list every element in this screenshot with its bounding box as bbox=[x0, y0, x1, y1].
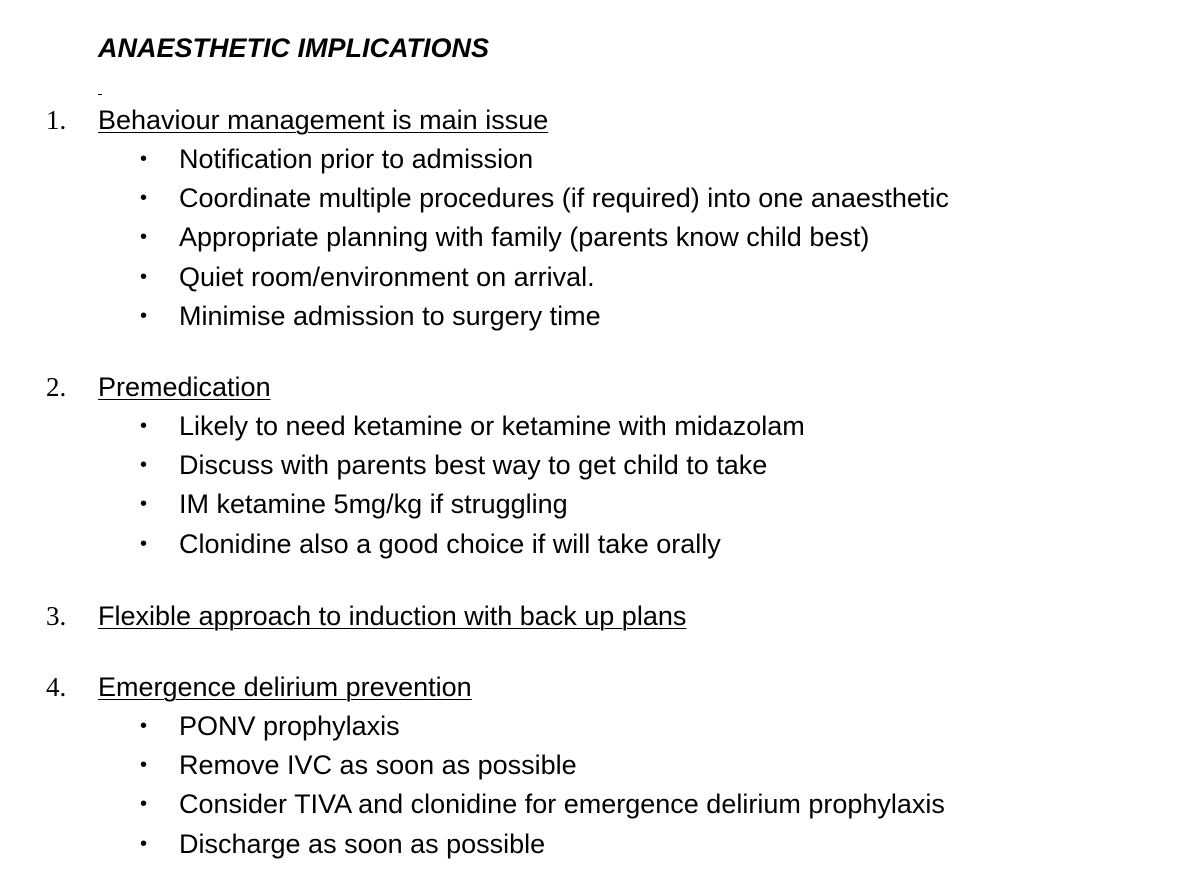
list-item bbox=[0, 826, 1188, 865]
list-item-text: IM ketamine 5mg/kg if struggling bbox=[179, 489, 568, 520]
section-number: 3. bbox=[46, 601, 67, 631]
list-item bbox=[0, 708, 1188, 747]
list-item bbox=[0, 180, 1188, 219]
list-item-text: Discharge as soon as possible bbox=[179, 828, 546, 859]
section-heading-row bbox=[0, 598, 1188, 634]
list-item-text: Discuss with parents best way to get child to take bbox=[179, 450, 768, 481]
bullet-icon: • bbox=[140, 265, 148, 288]
list-item-text: Notification prior to admission bbox=[179, 144, 534, 174]
list-item bbox=[0, 408, 1188, 447]
bullet-icon: • bbox=[140, 793, 148, 816]
section-number: 1. bbox=[46, 105, 67, 135]
list-item-text: Likely to need ketamine or ketamine with midazolam bbox=[179, 411, 805, 441]
list-item bbox=[0, 526, 1188, 565]
list-item-text: Appropriate planning with family (parents know child best) bbox=[179, 222, 870, 253]
bullet-icon: • bbox=[140, 454, 148, 477]
list-item bbox=[0, 486, 1188, 525]
bullet-icon: • bbox=[140, 415, 148, 437]
list-item-text: Remove IVC as soon as possible bbox=[179, 750, 577, 781]
section-2 bbox=[0, 369, 1188, 565]
list-item bbox=[0, 259, 1188, 298]
list-item-text: Minimise admission to surgery time bbox=[179, 300, 601, 331]
list-item bbox=[0, 219, 1188, 258]
section-4 bbox=[0, 669, 1188, 865]
section-heading: Emergence delirium prevention bbox=[98, 672, 472, 702]
bullet-list bbox=[0, 708, 1188, 865]
list-item-text: Coordinate multiple procedures (if required) into one anaesthetic bbox=[179, 183, 949, 214]
list-item bbox=[0, 298, 1188, 337]
list-item bbox=[0, 786, 1188, 825]
list-item-text: PONV prophylaxis bbox=[179, 711, 400, 741]
bullet-icon: • bbox=[140, 532, 148, 555]
bullet-icon: • bbox=[140, 493, 148, 516]
bullet-list bbox=[0, 408, 1188, 565]
stray-mark bbox=[98, 94, 102, 95]
section-heading: Flexible approach to induction with back up plans bbox=[98, 601, 687, 631]
bullet-icon: • bbox=[140, 226, 148, 249]
list-item bbox=[0, 747, 1188, 786]
section-number: 2. bbox=[46, 372, 67, 402]
section-heading-row bbox=[0, 102, 1188, 138]
list-item bbox=[0, 447, 1188, 486]
section-heading: Behaviour management is main issue bbox=[98, 105, 549, 135]
bullet-icon: • bbox=[140, 304, 148, 327]
bullet-icon: • bbox=[140, 148, 148, 170]
document-title: ANAESTHETIC IMPLICATIONS bbox=[98, 33, 489, 63]
list-item-text: Consider TIVA and clonidine for emergence delirium prophylaxis bbox=[179, 789, 945, 820]
bullet-icon: • bbox=[140, 754, 148, 777]
list-item-text: Clonidine also a good choice if will take orally bbox=[179, 528, 721, 559]
section-number: 4. bbox=[46, 672, 67, 702]
list-item-text: Quiet room/environment on arrival. bbox=[179, 261, 595, 292]
section-heading-row bbox=[0, 369, 1188, 405]
section-heading-row bbox=[0, 669, 1188, 705]
section-heading: Premedication bbox=[98, 372, 271, 402]
bullet-icon: • bbox=[140, 832, 148, 855]
section-3 bbox=[0, 598, 1188, 634]
bullet-icon: • bbox=[140, 187, 148, 210]
list-item bbox=[0, 141, 1188, 180]
section-1 bbox=[0, 102, 1188, 337]
bullet-list bbox=[0, 141, 1188, 337]
bullet-icon: • bbox=[140, 715, 148, 737]
